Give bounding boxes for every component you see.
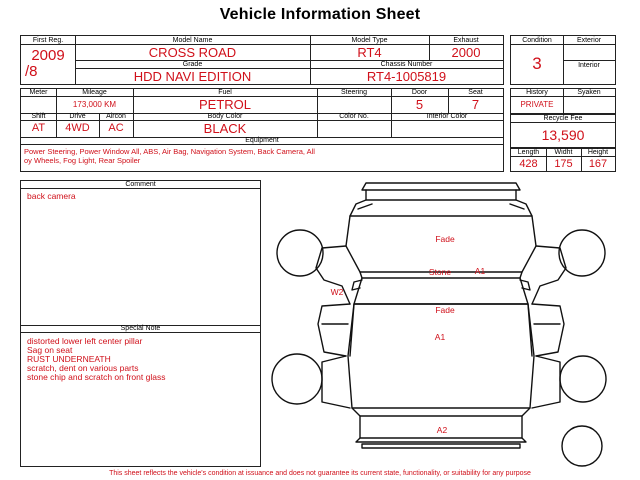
- special-note-line-3: RUST UNDERNEATH: [27, 354, 111, 364]
- aircon-label: Aircon: [106, 113, 126, 120]
- mark-a1-roof: A1: [434, 332, 446, 342]
- model-type-value: RT4: [357, 45, 382, 60]
- height-value: 167: [588, 158, 608, 170]
- exhaust-label: Exhaust: [453, 37, 479, 44]
- seat-value: 7: [471, 97, 480, 112]
- special-note-line-2: Sag on seat: [27, 345, 73, 355]
- vehicle-id-block: [20, 35, 504, 85]
- equipment-line-1: Power Steering, Power Window All, ABS, Air Bag, Navigation System, Back Camera, All: [24, 147, 315, 156]
- condition-block: [510, 35, 616, 85]
- rear-window: [352, 408, 530, 416]
- right-side-doors: [532, 304, 564, 356]
- history-label: History: [526, 89, 548, 96]
- equipment-label: Equipment: [245, 137, 279, 144]
- left-side-rear: [322, 356, 350, 408]
- dimensions-block: [510, 148, 616, 172]
- recycle-label: Recycle Fee: [543, 115, 583, 122]
- front-panel: [350, 200, 532, 216]
- grade-label: Grade: [182, 61, 203, 68]
- fuel-value: PETROL: [198, 97, 251, 112]
- drive-value: 4WD: [65, 122, 90, 134]
- history-value: PRIVATE: [520, 100, 554, 109]
- special-note-label: Special Note: [120, 325, 161, 332]
- condition-value: 3: [532, 54, 542, 73]
- spare-tire: [562, 426, 602, 466]
- mileage-value: 173,000 KM: [72, 100, 117, 109]
- car-damage-diagram: [262, 176, 622, 470]
- condition-label: Condition: [522, 37, 552, 44]
- exhaust-value: 2000: [451, 45, 481, 60]
- interior-color-label: Interior Color: [426, 113, 468, 120]
- mark-fade-roof: Fade: [435, 305, 455, 315]
- interior-label: Interior: [578, 62, 600, 69]
- color-no-label: Color No.: [339, 113, 369, 120]
- grade-value: HDD NAVI EDITION: [133, 69, 252, 84]
- comment-block: [20, 180, 261, 467]
- equipment-line-2: oy Wheels, Fog Light, Rear Spoiler: [24, 156, 141, 165]
- door-value: 5: [415, 97, 424, 112]
- chassis-value: RT4-1005819: [366, 69, 447, 84]
- special-note-line-4: scratch, dent on various parts: [27, 363, 139, 373]
- history-block: [510, 88, 616, 114]
- roof: [348, 304, 534, 408]
- mileage-label: Mileage: [82, 89, 107, 96]
- width-value: 175: [554, 158, 573, 170]
- first-reg-year: 2009: [31, 47, 65, 64]
- special-note-line-5: stone chip and scratch on front glass: [27, 372, 166, 382]
- length-value: 428: [519, 158, 538, 170]
- mark-w2: W2: [330, 287, 344, 297]
- recycle-block: [510, 114, 616, 148]
- special-note-line-1: distorted lower left center pillar: [27, 336, 143, 346]
- right-side-rear: [532, 356, 560, 408]
- syaken-label: Syaken: [577, 89, 601, 96]
- specs-block: [20, 88, 504, 172]
- comment-label: Comment: [125, 181, 156, 188]
- mark-stone: Stone: [428, 267, 452, 277]
- height-label: Height: [587, 149, 609, 156]
- shift-label: Shift: [31, 113, 46, 120]
- meter-label: Meter: [29, 89, 48, 96]
- disclaimer-footer: This sheet reflects the vehicle's condition at issuance and does not guarantee its current state, functionality, or suitability for any purpose: [109, 470, 531, 477]
- wheel-rear-left: [272, 354, 322, 404]
- first-reg-month: /8: [25, 63, 38, 80]
- right-side-front: [532, 246, 566, 304]
- mark-fade-front: Fade: [435, 234, 455, 244]
- sheet-title: Vehicle Information Sheet: [219, 6, 421, 23]
- length-label: Length: [517, 149, 540, 156]
- drive-label: Drive: [69, 113, 86, 120]
- mark-a1-hood: A1: [474, 266, 486, 276]
- front-bumper: [362, 183, 520, 190]
- model-name-label: Model Name: [172, 37, 213, 44]
- exterior-label: Exterior: [576, 37, 602, 44]
- windshield: [354, 278, 528, 304]
- first-reg-label: First Reg.: [32, 37, 64, 44]
- body-color-label: Body Color: [207, 113, 243, 120]
- fuel-label: Fuel: [218, 89, 232, 96]
- width-label: Widht: [554, 149, 573, 156]
- seat-label: Seat: [468, 89, 483, 96]
- door-label: Door: [411, 89, 428, 96]
- recycle-value: 13,590: [541, 127, 585, 143]
- steering-label: Steering: [340, 89, 368, 96]
- model-name-value: CROSS ROAD: [148, 45, 237, 60]
- chassis-label: Chassis Number: [380, 61, 433, 68]
- model-type-label: Model Type: [351, 37, 388, 44]
- body-color-value: BLACK: [203, 121, 247, 136]
- left-side-doors: [318, 304, 350, 356]
- shift-value: AT: [31, 122, 46, 134]
- comment-text: back camera: [27, 191, 76, 201]
- mark-a2: A2: [436, 425, 448, 435]
- hood: [346, 216, 536, 272]
- aircon-value: AC: [108, 122, 124, 134]
- wheel-rear-right: [560, 356, 606, 402]
